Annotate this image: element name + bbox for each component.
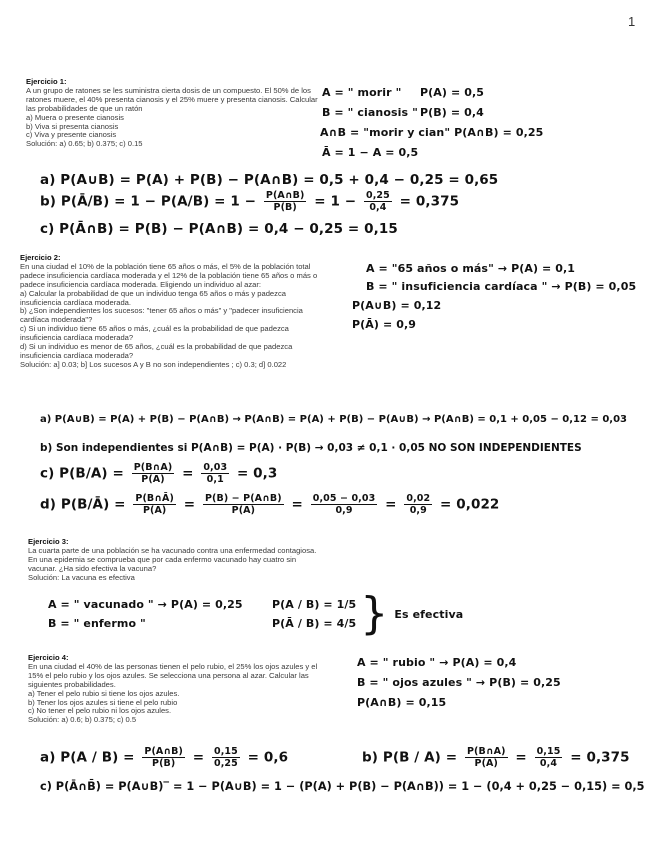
statement-line: a) Muera o presente cianosis xyxy=(26,112,124,122)
statement-line: insuficiencia cardíaca moderada? xyxy=(20,333,134,343)
fraction: $\frac{P(B\cap A)}{P(A)}$ xyxy=(466,746,506,769)
ex3-conditional-probs xyxy=(272,588,464,639)
ex1-answer-c: c) P(Ā∩B) = P(B) − P(A∩B) = 0,4 − 0,25 = 0,15 xyxy=(40,221,398,237)
exercise-4-statement xyxy=(28,654,348,725)
statement-line: siguientes probabilidades. xyxy=(28,679,116,689)
fraction: $\frac{0,02}{0,9}$ xyxy=(406,493,431,516)
exercise-2-statement xyxy=(20,254,350,370)
page-number: 1 xyxy=(628,14,636,29)
ex1-prob-b: P(B) = 0,4 xyxy=(420,106,484,119)
fraction: $\frac{P(B\cap Ā)}{P(Ā)}$ xyxy=(135,493,174,516)
ex2-def-b: B = " insuficiencia cardíaca " → P(B) = 0,05 xyxy=(366,280,637,293)
ex2-prob-union: P(A∪B) = 0,12 xyxy=(352,299,442,312)
statement-line: insuficiencia cardíaca moderada. xyxy=(20,297,132,307)
exercise-3-statement xyxy=(28,538,348,583)
statement-line: a) Tener el pelo rubio si tiene los ojos azules. xyxy=(28,688,180,698)
statement-line: En una epidemia se comprueba que por cada enfermo vacunado hay cuatro sin xyxy=(28,554,297,564)
ex4-answer-a: a) P(A / B) = $\frac{P(A\cap B)}{P(B)}$ = $\frac{0,15}{0,25}$ = 0,6 xyxy=(40,746,289,769)
fraction: $\frac{0,25}{0,4}$ xyxy=(366,190,390,213)
statement-line: c) Si un individuo tiene 65 años o más, ¿cuál es la probabilidad de que padezca xyxy=(20,324,289,334)
ex3-def-b: B = " enfermo " xyxy=(48,617,146,630)
statement-line: a) Calcular la probabilidad de que un individuo tenga 65 años o más y padezca xyxy=(20,288,286,298)
ex1-answer-b: b) P(Ā/B) = 1 − P(A/B) = 1 − $\frac{P(A\cap B)}{P(B)}$ = 1 − $\frac{0,25}{0,4}$ = 0,375 xyxy=(40,190,460,213)
ex3-prob-a-given-b: P(A / B) = 1/5 xyxy=(272,598,357,611)
statement-line: ratones muere, el 40% presenta cianosis y el 25% muere y presenta cianosis. Calcular xyxy=(26,94,318,104)
ex4-prob-intersection: P(A∩B) = 0,15 xyxy=(357,696,447,709)
ex3-conclusion: Es efectiva xyxy=(394,607,464,621)
statement-line: padece insuficiencia cardíaca moderada. Eligiendo un individuo al azar: xyxy=(20,279,262,289)
statement-line: b) ¿Son independientes los sucesos: "tener 65 años o más" y "padecer insuficiencia xyxy=(20,306,303,316)
statement-line: cardíaca moderada"? xyxy=(20,315,93,325)
ex2-answer-d: d) P(B/Ā) = $\frac{P(B\cap Ā)}{P(Ā)}$ = $\frac{P(B) - P(A\cap B)}{P(Ā)}$ = $\frac{0,05 - 0,03}{0,9}$ = $\frac{0,02}{0,9}$ = 0,022 xyxy=(40,493,500,516)
statement-line: La cuarta parte de una población se ha vacunado contra una enfermedad contagiosa. xyxy=(28,545,317,555)
ex2-prob-complement: P(Ā) = 0,9 xyxy=(352,318,416,331)
exercise-3-title: Ejercicio 3: xyxy=(28,537,69,546)
ex2-def-a: A = "65 años o más" → P(A) = 0,1 xyxy=(366,262,576,275)
statement-line: insuficiencia cardíaca moderada? xyxy=(20,350,134,360)
ex4-def-a: A = " rubio " → P(A) = 0,4 xyxy=(357,656,517,669)
ex3-def-a: A = " vacunado " → P(A) = 0,25 xyxy=(48,598,243,611)
exercise-4-title: Ejercicio 4: xyxy=(28,653,69,662)
solution-line: Solución: a) 0.6; b) 0.375; c) 0.5 xyxy=(28,715,137,725)
solution-line: Solución: La vacuna es efectiva xyxy=(28,572,135,582)
exercise-1-title: Ejercicio 1: xyxy=(26,77,67,86)
solution-line: Solución: a) 0.65; b) 0.375; c) 0.15 xyxy=(26,139,143,149)
statement-line: En una ciudad el 10% de la población tiene 65 años o más, el 5% de la población total xyxy=(20,261,311,271)
statement-line: b) Viva si presenta cianosis xyxy=(26,121,119,131)
brace-icon: } xyxy=(360,588,389,639)
ex1-def-complement: Ā = 1 − A = 0,5 xyxy=(322,146,419,159)
ex1-prob-a: P(A) = 0,5 xyxy=(420,86,484,99)
statement-line: 15% el pelo rubio y los ojos azules. Se selecciona una persona al azar. Calcular las xyxy=(28,670,309,680)
statement-line: las probabilidades de que un ratón xyxy=(26,103,143,113)
statement-line: padece insuficiencia cardíaca moderada y el 12% de la población tiene 65 años o más o xyxy=(20,270,318,280)
ex2-answer-a: a) P(A∪B) = P(A) + P(B) − P(A∩B) → P(A∩B) = P(A) + P(B) − P(A∪B) → P(A∩B) = 0,1 + 0,05 − 0,12 = 0,03 xyxy=(40,414,627,425)
statement-line: En una ciudad el 40% de las personas tienen el pelo rubio, el 25% los ojos azules y el xyxy=(28,661,318,671)
statement-line: c) Viva y presente cianosis xyxy=(26,130,117,140)
fraction: $\frac{0,03}{0,1}$ xyxy=(203,462,228,485)
statement-line: vacunar. ¿Ha sido efectiva la vacuna? xyxy=(28,563,157,573)
fraction: $\frac{0,15}{0,4}$ xyxy=(536,746,561,769)
ex3-prob-not-a-given-b: P(Ā / B) = 4/5 xyxy=(272,617,357,630)
statement-line: A un grupo de ratones se les suministra cierta dosis de un compuesto. El 50% de los xyxy=(26,85,311,95)
fraction: $\frac{P(B) - P(A\cap B)}{P(Ā)}$ xyxy=(204,493,282,516)
ex4-answer-c: c) P(Ā∩B̄) = P(A∪B)‾ = 1 − P(A∪B) = 1 − (P(A) + P(B) − P(A∩B)) = 1 − (0,4 + 0,25 − 0,15) = 0,5 xyxy=(40,780,645,793)
exercise-2-title: Ejercicio 2: xyxy=(20,253,61,262)
ex1-answer-a: a) P(A∪B) = P(A) + P(B) − P(A∩B) = 0,5 + 0,4 − 0,25 = 0,65 xyxy=(40,172,499,188)
ex2-answer-b: b) Son independientes si P(A∩B) = P(A) · P(B) → 0,03 ≠ 0,1 · 0,05 NO SON INDEPENDIENTES xyxy=(40,442,582,454)
fraction: $\frac{P(A\cap B)}{P(B)}$ xyxy=(265,190,305,213)
fraction: $\frac{0,15}{0,25}$ xyxy=(214,746,238,769)
statement-line: d) Si un individuo es menor de 65 años, ¿cuál es la probabilidad de que padezca xyxy=(20,342,293,352)
solution-line: Solución: a] 0.03; b] Los sucesos A y B no son independientes ; c) 0.3; d] 0.022 xyxy=(20,359,287,369)
fraction: $\frac{0,05 - 0,03}{0,9}$ xyxy=(312,493,376,516)
fraction: $\frac{P(B\cap A)}{P(A)}$ xyxy=(133,462,173,485)
ex4-answer-b: b) P(B / A) = $\frac{P(B\cap A)}{P(A)}$ = $\frac{0,15}{0,4}$ = 0,375 xyxy=(362,746,630,769)
ex1-def-b: B = " cianosis " xyxy=(322,106,418,119)
fraction: $\frac{P(A\cap B)}{P(B)}$ xyxy=(144,746,183,769)
ex2-answer-c: c) P(B/A) = $\frac{P(B\cap A)}{P(A)}$ = $\frac{0,03}{0,1}$ = 0,3 xyxy=(40,462,278,485)
statement-line: c) No tener el pelo rubio ni los ojos azules. xyxy=(28,706,172,716)
ex1-def-a: A = " morir " xyxy=(322,86,402,99)
exercise-1-statement xyxy=(26,78,316,149)
ex1-def-intersection: A∩B = "morir y cian" P(A∩B) = 0,25 xyxy=(320,126,544,139)
ex4-def-b: B = " ojos azules " → P(B) = 0,25 xyxy=(357,676,561,689)
statement-line: b) Tener los ojos azules si tiene el pelo rubio xyxy=(28,697,178,707)
